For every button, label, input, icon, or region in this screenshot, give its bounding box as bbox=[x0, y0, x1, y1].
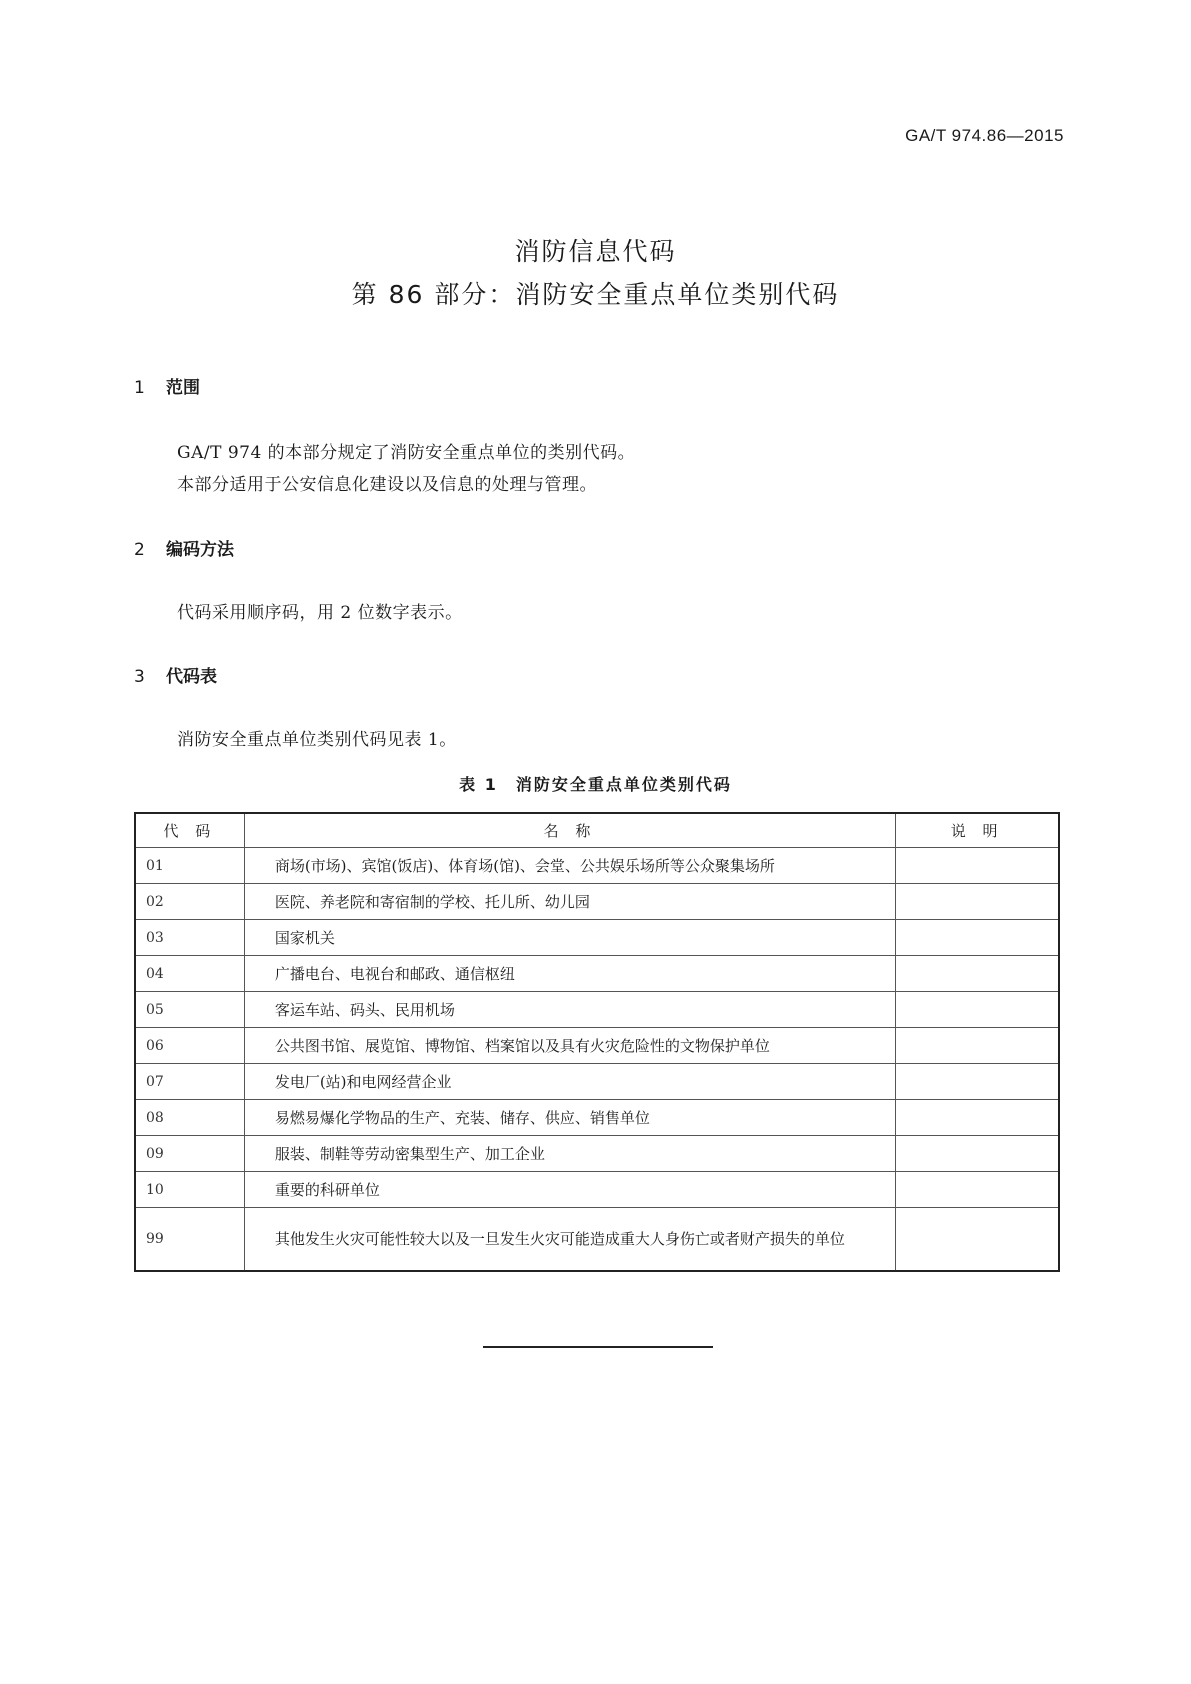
cell-code: 08 bbox=[135, 1100, 244, 1136]
cell-code: 07 bbox=[135, 1064, 244, 1100]
cell-note bbox=[896, 956, 1059, 992]
cell-note bbox=[896, 1172, 1059, 1208]
table-row bbox=[135, 1136, 1059, 1172]
cell-name: 国家机关 bbox=[244, 920, 895, 956]
table-row bbox=[135, 1064, 1059, 1100]
cell-name: 服装、制鞋等劳动密集型生产、加工企业 bbox=[244, 1136, 895, 1172]
cell-name: 其他发生火灾可能性较大以及一旦发生火灾可能造成重大人身伤亡或者财产损失的单位 bbox=[244, 1208, 895, 1272]
cell-code: 05 bbox=[135, 992, 244, 1028]
table-row bbox=[135, 1172, 1059, 1208]
table-row bbox=[135, 1208, 1059, 1272]
cell-note bbox=[896, 1064, 1059, 1100]
cell-note bbox=[896, 1208, 1059, 1272]
code-table bbox=[134, 812, 1060, 1272]
cell-code: 01 bbox=[135, 848, 244, 884]
cell-name: 重要的科研单位 bbox=[244, 1172, 895, 1208]
table-row bbox=[135, 992, 1059, 1028]
table-row bbox=[135, 884, 1059, 920]
code-table-paragraph: 消防安全重点单位类别代码见表 1。 bbox=[177, 730, 457, 750]
table-row bbox=[135, 956, 1059, 992]
table-header-row bbox=[135, 813, 1059, 848]
header-note: 说 明 bbox=[896, 813, 1059, 848]
document-subtitle: 第 86 部分：消防安全重点单位类别代码 bbox=[351, 280, 840, 309]
table-row bbox=[135, 1100, 1059, 1136]
cell-name: 客运车站、码头、民用机场 bbox=[244, 992, 895, 1028]
cell-name: 医院、养老院和寄宿制的学校、托儿所、幼儿园 bbox=[244, 884, 895, 920]
table-row bbox=[135, 920, 1059, 956]
cell-note bbox=[896, 992, 1059, 1028]
section-title: 编码方法 bbox=[166, 540, 234, 560]
cell-note bbox=[896, 1100, 1059, 1136]
cell-name: 广播电台、电视台和邮政、通信枢纽 bbox=[244, 956, 895, 992]
cell-code: 09 bbox=[135, 1136, 244, 1172]
cell-note bbox=[896, 884, 1059, 920]
header-name: 名 称 bbox=[244, 813, 895, 848]
cell-note bbox=[896, 920, 1059, 956]
header-code: 代 码 bbox=[135, 813, 244, 848]
section-number: 3 bbox=[134, 667, 145, 687]
coding-paragraph: 代码采用顺序码，用 2 位数字表示。 bbox=[177, 603, 463, 623]
cell-note bbox=[896, 848, 1059, 884]
cell-name: 商场(市场)、宾馆(饭店)、体育场(馆)、会堂、公共娱乐场所等公众聚集场所 bbox=[244, 848, 895, 884]
section-number: 2 bbox=[134, 540, 145, 560]
section-title: 代码表 bbox=[166, 667, 217, 687]
scope-paragraph-1: GA/T 974 的本部分规定了消防安全重点单位的类别代码。 bbox=[177, 443, 636, 463]
section-heading-scope bbox=[134, 373, 200, 398]
scope-paragraph-2: 本部分适用于公安信息化建设以及信息的处理与管理。 bbox=[177, 475, 597, 495]
end-rule-divider bbox=[483, 1346, 713, 1348]
cell-code: 99 bbox=[135, 1208, 244, 1272]
cell-code: 06 bbox=[135, 1028, 244, 1064]
cell-name: 易燃易爆化学物品的生产、充装、储存、供应、销售单位 bbox=[244, 1100, 895, 1136]
cell-name: 公共图书馆、展览馆、博物馆、档案馆以及具有火灾危险性的文物保护单位 bbox=[244, 1028, 895, 1064]
cell-code: 04 bbox=[135, 956, 244, 992]
section-heading-coding bbox=[134, 535, 234, 560]
cell-code: 03 bbox=[135, 920, 244, 956]
section-title: 范围 bbox=[166, 378, 200, 398]
cell-code: 02 bbox=[135, 884, 244, 920]
cell-name: 发电厂(站)和电网经营企业 bbox=[244, 1064, 895, 1100]
section-number: 1 bbox=[134, 378, 145, 398]
cell-code: 10 bbox=[135, 1172, 244, 1208]
standard-code: GA/T 974.86—2015 bbox=[905, 126, 1064, 145]
table-row bbox=[135, 848, 1059, 884]
section-heading-code-table bbox=[134, 662, 217, 687]
document-title: 消防信息代码 bbox=[514, 237, 677, 266]
table-caption: 表 1 消防安全重点单位类别代码 bbox=[459, 775, 732, 794]
cell-note bbox=[896, 1028, 1059, 1064]
cell-note bbox=[896, 1136, 1059, 1172]
table-row bbox=[135, 1028, 1059, 1064]
